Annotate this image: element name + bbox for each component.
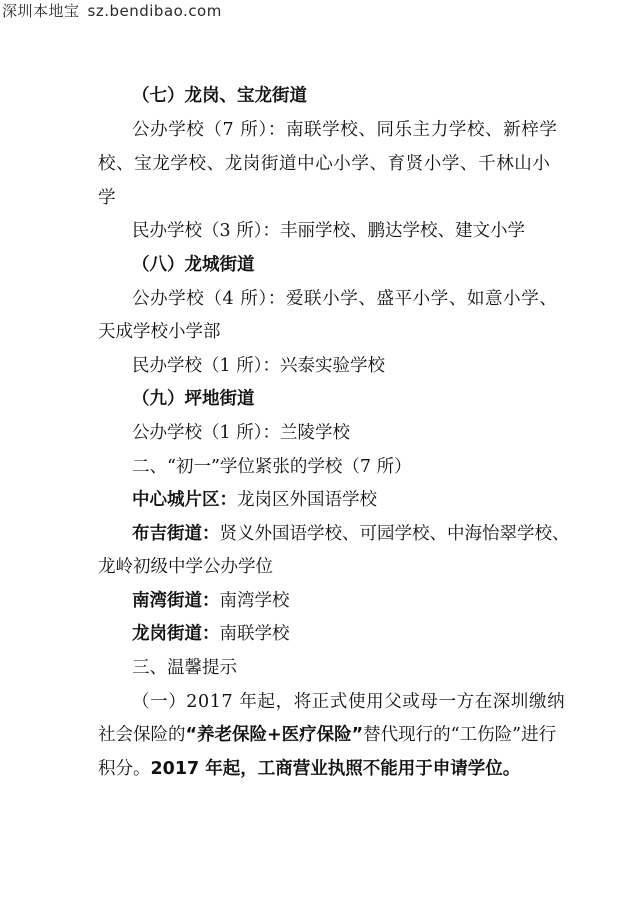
- paragraph-line: 公办学校（1 所）：兰陵学校: [132, 423, 350, 443]
- emphasis-text: “养老保险+医疗保险”: [185, 725, 364, 745]
- watermark-url: sz.bendibao.com: [87, 2, 222, 20]
- paragraph-line: [98, 759, 640, 779]
- district-value: 贤义外国语学校、可园学校、中海怡翠学校、: [219, 524, 570, 544]
- paragraph-line: 公办学校（7 所）：南联学校、同乐主力学校、新梓学: [132, 120, 558, 140]
- district-value: 南联学校: [219, 624, 290, 644]
- section-2-heading: 二、“初一”学位紧张的学校（7 所）: [132, 457, 412, 477]
- heading-8: （八）龙城街道: [132, 255, 255, 275]
- paragraph-line: 民办学校（3 所）：丰丽学校、鹏达学校、建文小学: [132, 221, 525, 241]
- district-label: 布吉街道：: [132, 524, 220, 544]
- emphasis-text: 2017 年起，工商营业执照不能用于申请学位。: [150, 759, 521, 779]
- paragraph-line: 学: [98, 188, 116, 208]
- watermark-site: 深圳本地宝: [2, 2, 80, 20]
- paragraph-line: （一）2017 年起，将正式使用父或母一方在深圳缴纳: [132, 692, 566, 712]
- paragraph-line: 民办学校（1 所）：兴泰实验学校: [132, 356, 385, 376]
- paragraph-line: [132, 490, 640, 510]
- heading-7: （七）龙岗、宝龙街道: [132, 86, 307, 106]
- paragraph-line: [132, 524, 640, 544]
- text-span: 社会保险的: [98, 725, 186, 745]
- text-span: 积分。: [98, 759, 151, 779]
- text-span: 替代现行的“工伤险”进行: [363, 725, 557, 745]
- paragraph-line: [132, 624, 640, 644]
- section-3-heading: 三、温馨提示: [132, 658, 237, 678]
- district-value: 龙岗区外国语学校: [237, 490, 377, 510]
- paragraph-line: 公办学校（4 所）：爱联小学、盛平小学、如意小学、: [132, 289, 558, 309]
- paragraph-line: 龙岭初级中学公办学位: [98, 557, 273, 577]
- district-value: 南湾学校: [219, 591, 290, 611]
- watermark: [2, 0, 222, 21]
- paragraph-line: [98, 725, 640, 745]
- paragraph-line: 天成学校小学部: [98, 322, 221, 342]
- heading-9: （九）坪地街道: [132, 389, 255, 409]
- paragraph-line: 校、宝龙学校、龙岗街道中心小学、育贤小学、千林山小: [98, 154, 551, 174]
- district-label: 龙岗街道：: [132, 624, 220, 644]
- paragraph-line: [132, 591, 640, 611]
- district-label: 中心城片区：: [132, 490, 237, 510]
- district-label: 南湾街道：: [132, 591, 220, 611]
